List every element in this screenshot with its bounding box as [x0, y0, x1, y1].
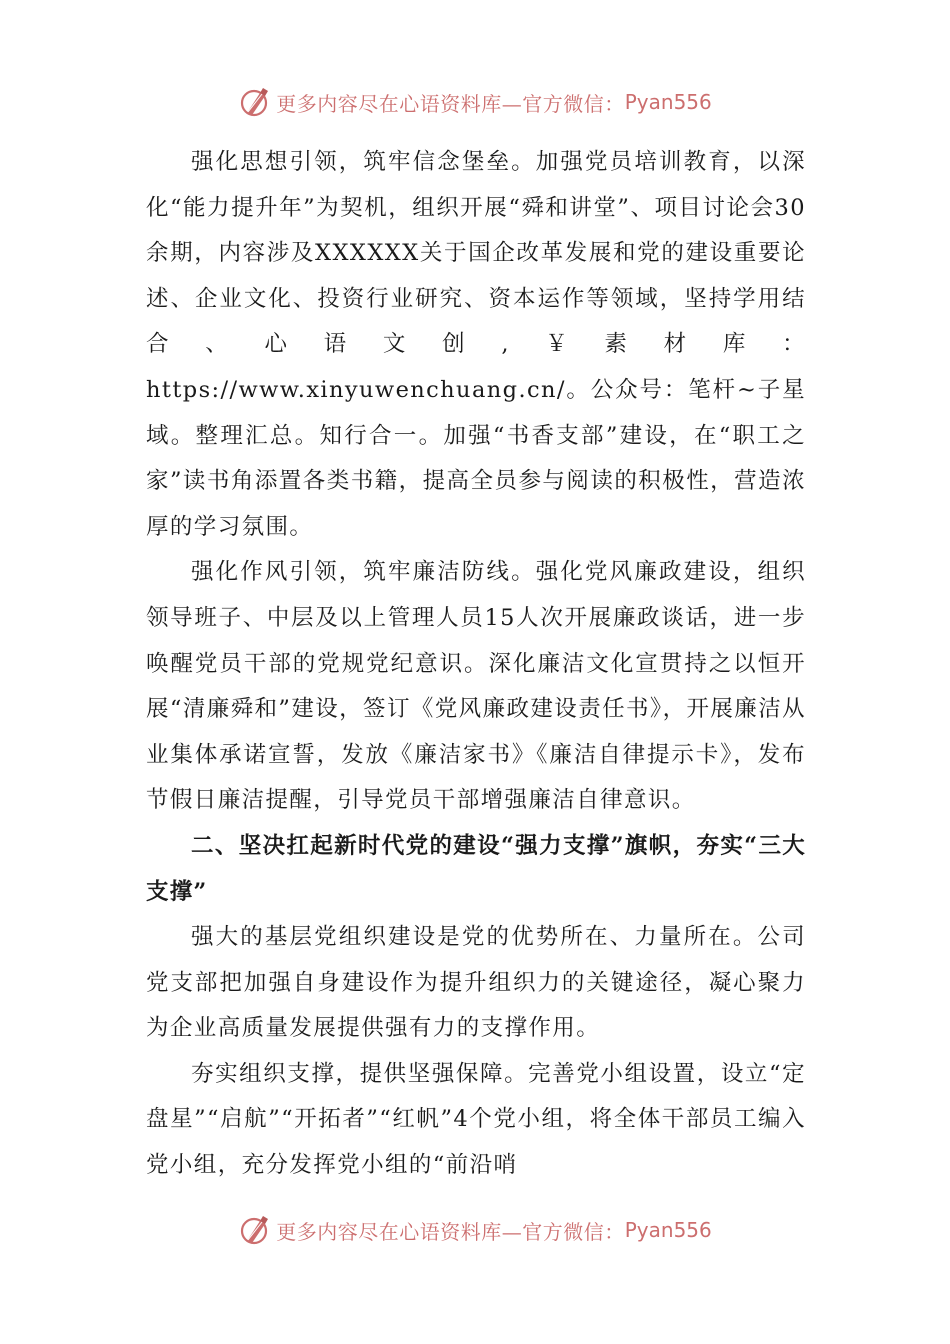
banner-text: 更多内容尽在心语资料库—官方微信：: [276, 91, 625, 116]
paragraph-organization-support: 夯实组织支撑，提供坚强保障。完善党小组设置，设立“定盘星”“启航”“开拓者”“红帆”4个党小组，将全体干部员工编入党小组，充分发挥党小组的“前沿哨: [146, 1060, 806, 1179]
banner-text: 更多内容尽在心语资料库—官方微信：: [276, 1219, 625, 1244]
pen-nib-logo-icon: [238, 1213, 272, 1247]
banner-handle: Pyan556: [624, 1218, 712, 1242]
pen-nib-logo-icon: [238, 85, 272, 119]
paragraph-grassroots: 强大的基层党组织建设是党的优势所在、力量所在。公司党支部把加强自身建设作为提升组织力的关键途径，凝心聚力为企业高质量发展提供强有力的支撑作用。: [146, 924, 806, 1042]
footer-banner: [0, 1210, 950, 1250]
paragraph-thought-guidance: 强化思想引领，筑牢信念堡垒。加强党员培训教育，以深化“能力提升年”为契机，组织开展“舜和讲堂”、项目讨论会30余期，内容涉及XXXXXX关于国企改革发展和党的建设重要论述、企业文化、投资行业研究、资本运作等领域，坚持学用结合、心语文创,￥素材库：https://www.xinyuwenchuang.cn/。公众号：笔杆~子星域。整理汇总。知行合一。加强“书香支部”建设，在“职工之家”读书角添置各类书籍，提高全员参与阅读的积极性，营造浓厚的学习氛围。: [146, 149, 806, 540]
paragraph-style-guidance: 强化作风引领，筑牢廉洁防线。强化党风廉政建设，组织领导班子、中层及以上管理人员15人次开展廉政谈话，进一步唤醒党员干部的党规党纪意识。深化廉洁文化宣贯持之以恒开展“清廉舜和”建设，签订《党风廉政建设责任书》，开展廉洁从业集体承诺宣誓，发放《廉洁家书》《廉洁自律提示卡》，发布节假日廉洁提醒，引导党员干部增强廉洁自律意识。: [146, 559, 806, 814]
document-body: [146, 140, 806, 1189]
banner-handle: Pyan556: [624, 90, 712, 114]
header-banner: [0, 82, 950, 122]
section-heading: 二、坚决扛起新时代党的建设“强力支撑”旗帜，夯实“三大支撑”: [146, 832, 806, 905]
